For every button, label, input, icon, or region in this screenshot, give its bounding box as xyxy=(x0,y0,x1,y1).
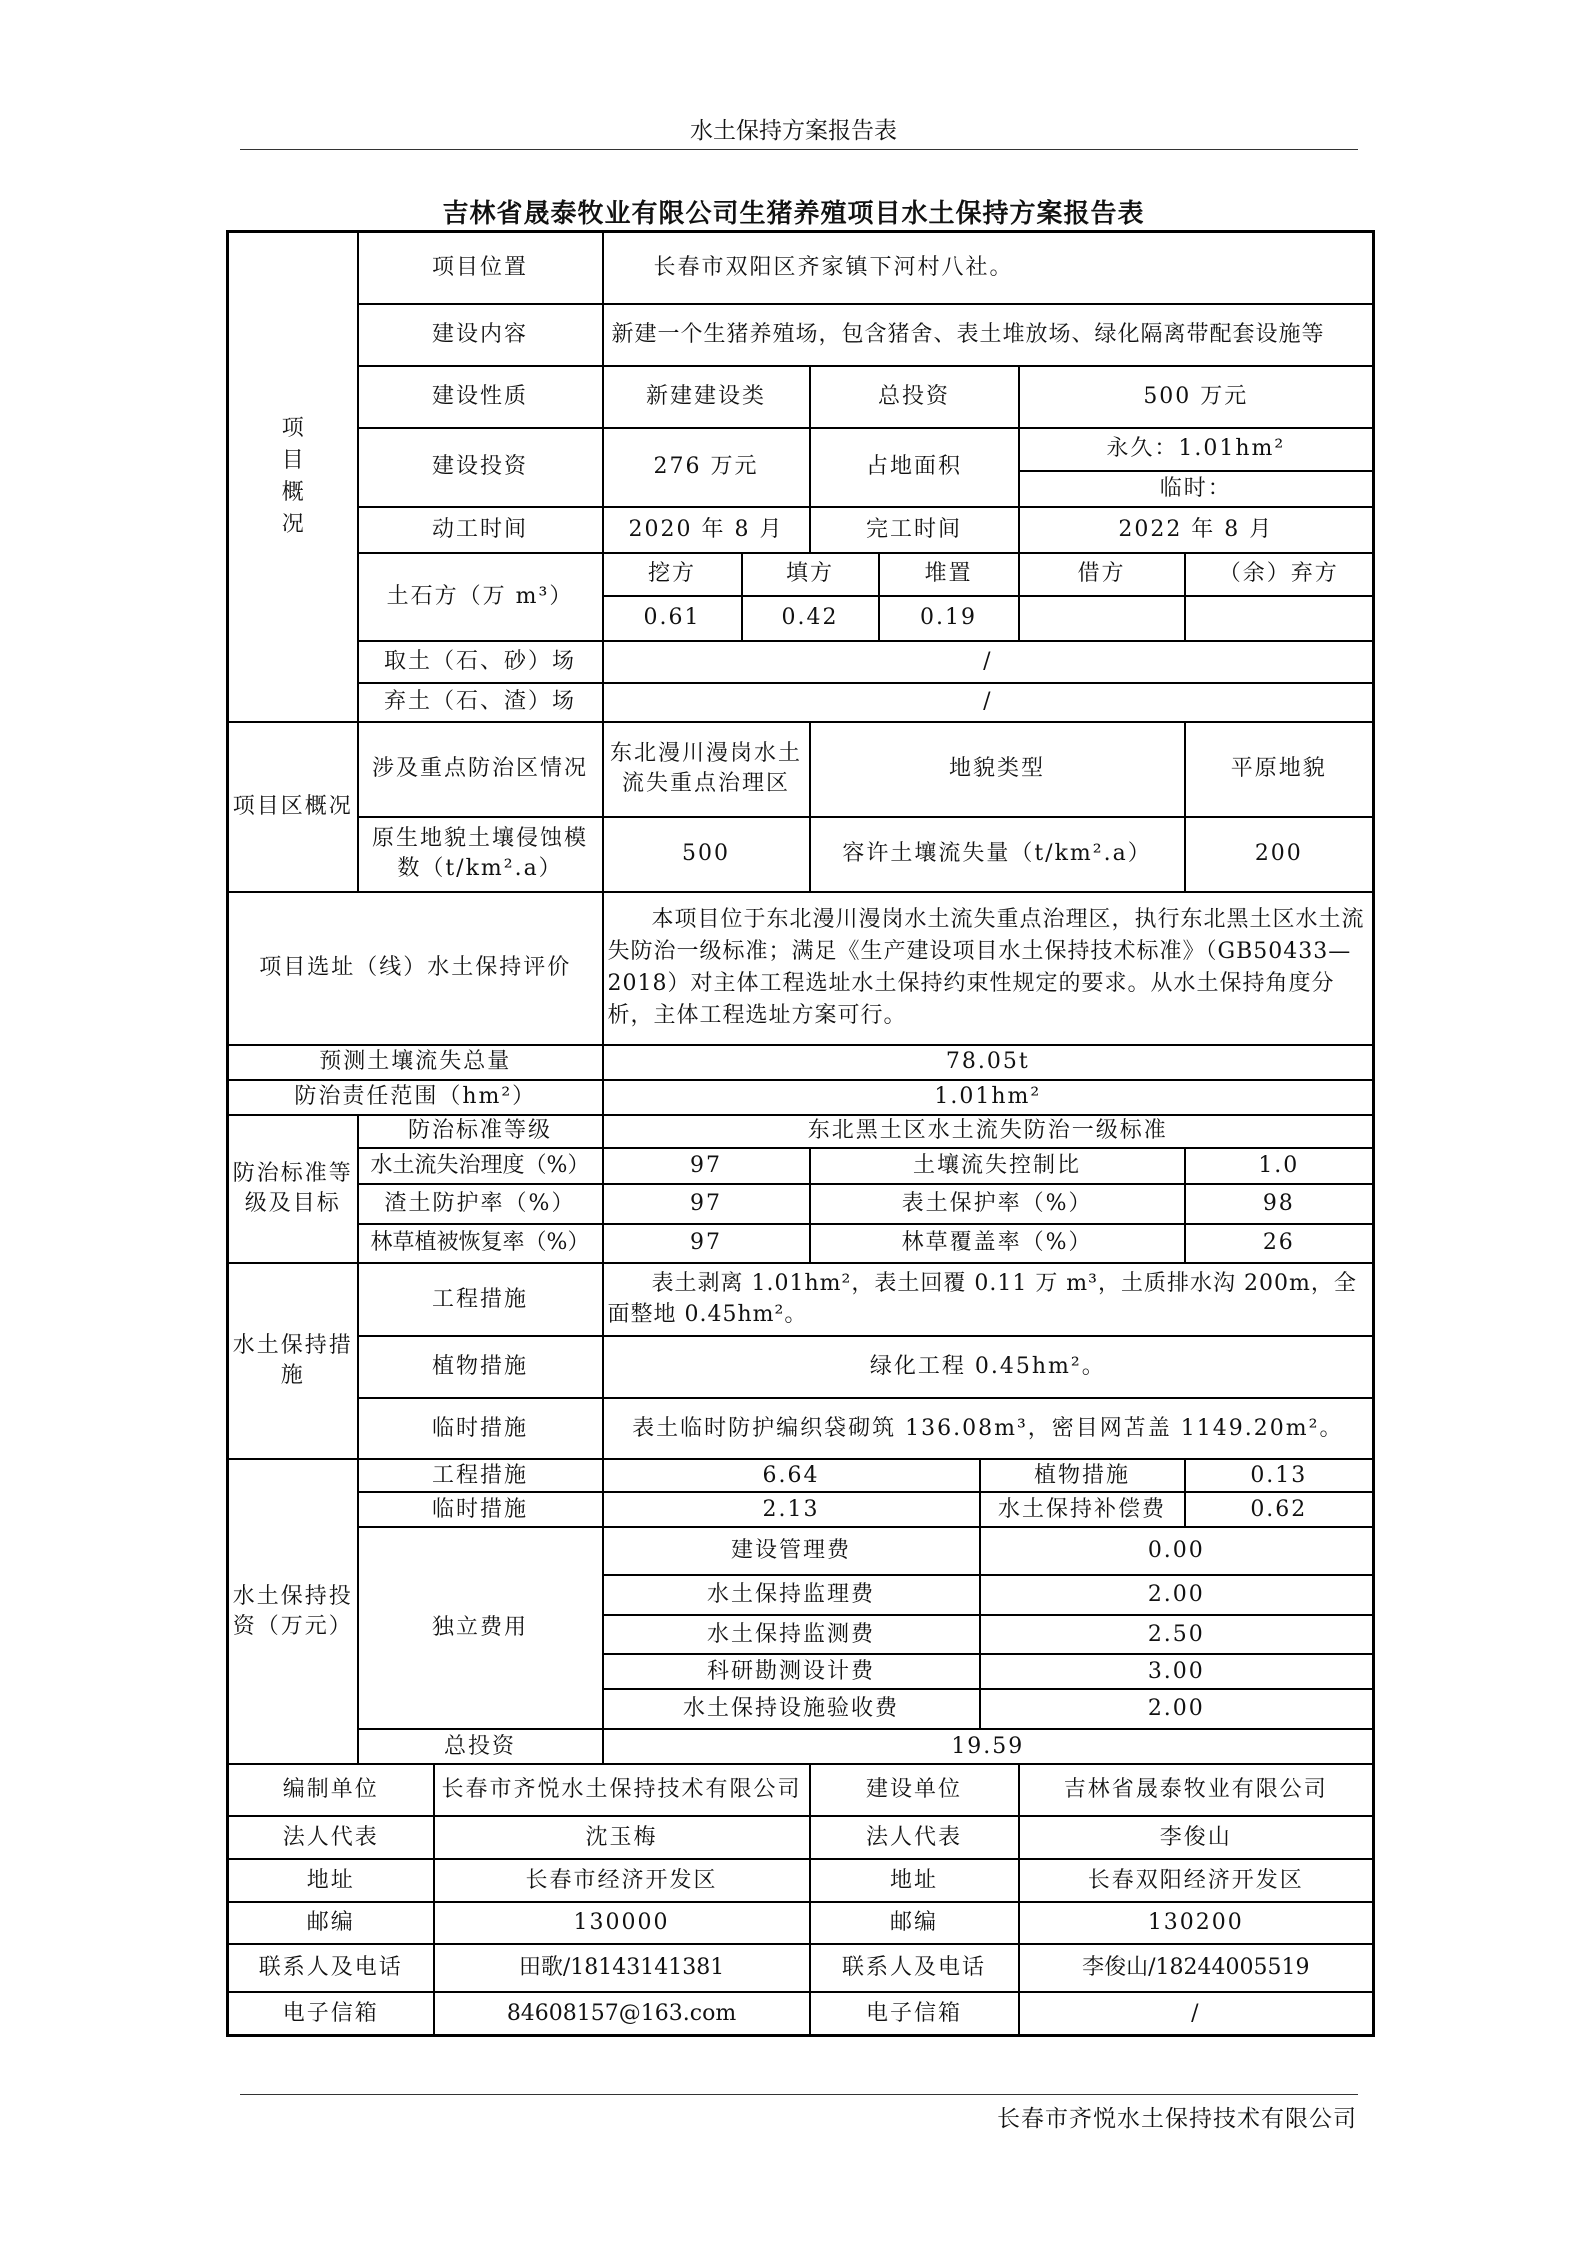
value-nature: 新建建设类 xyxy=(603,366,810,428)
value-inv-total: 19.59 xyxy=(603,1729,1374,1764)
value-allowable-loss: 200 xyxy=(1185,817,1374,892)
party-label: 联系人及电话 xyxy=(228,1944,434,1992)
party-value: 吉林省晟泰牧业有限公司 xyxy=(1019,1764,1374,1816)
value-start: 2020 年 8 月 xyxy=(603,507,810,553)
party-value: 长春双阳经济开发区 xyxy=(1019,1859,1374,1902)
earthwork-value xyxy=(1019,596,1185,641)
independent-cost-label: 科研勘测设计费 xyxy=(603,1654,980,1689)
label-location: 项目位置 xyxy=(358,232,603,304)
label-area: 占地面积 xyxy=(810,428,1019,507)
party-label: 地址 xyxy=(228,1859,434,1902)
party-value: / xyxy=(1019,1992,1374,2035)
party-value: 长春市齐悦水土保持技术有限公司 xyxy=(434,1764,810,1816)
party-value: 田歌/18143141381 xyxy=(434,1944,810,1992)
independent-cost-value: 2.00 xyxy=(980,1689,1374,1729)
party-label: 法人代表 xyxy=(228,1816,434,1859)
value-landform: 平原地貌 xyxy=(1185,722,1374,817)
label-end: 完工时间 xyxy=(810,507,1019,553)
report-table xyxy=(226,230,1375,2037)
independent-cost-label: 水土保持监测费 xyxy=(603,1615,980,1654)
label-predicted-loss: 预测土壤流失总量 xyxy=(228,1045,603,1080)
label-temporary-measures: 临时措施 xyxy=(358,1398,603,1459)
value-spoil-site: / xyxy=(603,683,1374,722)
label-inv-engineering: 工程措施 xyxy=(358,1459,603,1492)
value-vegetation-measures: 绿化工程 0.45hm²。 xyxy=(603,1336,1374,1398)
value-zone: 东北漫川漫岗水土流失重点治理区 xyxy=(603,722,810,817)
label-spoil-site: 弃土（石、渣）场 xyxy=(358,683,603,722)
target-value: 1.0 xyxy=(1185,1148,1374,1184)
target-value: 98 xyxy=(1185,1184,1374,1224)
earthwork-value: 0.42 xyxy=(742,596,879,641)
party-label: 建设单位 xyxy=(810,1764,1019,1816)
section-standard: 防治标准等级及目标 xyxy=(228,1115,358,1263)
label-vegetation-measures: 植物措施 xyxy=(358,1336,603,1398)
independent-cost-value: 2.50 xyxy=(980,1615,1374,1654)
target-label: 土壤流失控制比 xyxy=(810,1148,1185,1184)
label-inv-vegetation: 植物措施 xyxy=(980,1459,1185,1492)
independent-cost-value: 2.00 xyxy=(980,1575,1374,1615)
section-area: 项目区概况 xyxy=(228,722,358,892)
party-label: 邮编 xyxy=(228,1902,434,1944)
value-temporary-measures: 表土临时防护编织袋砌筑 136.08m³，密目网苫盖 1149.20m²。 xyxy=(603,1398,1374,1459)
footer-divider xyxy=(240,2094,1358,2095)
earthwork-value: 0.61 xyxy=(603,596,742,641)
party-value: 沈玉梅 xyxy=(434,1816,810,1859)
label-content: 建设内容 xyxy=(358,304,603,366)
value-inv-vegetation: 0.13 xyxy=(1185,1459,1374,1492)
party-label: 联系人及电话 xyxy=(810,1944,1019,1992)
independent-cost-label: 水土保持设施验收费 xyxy=(603,1689,980,1729)
footer-company: 长春市齐悦水土保持技术有限公司 xyxy=(997,2106,1357,2132)
party-label: 邮编 xyxy=(810,1902,1019,1944)
running-header: 水土保持方案报告表 xyxy=(690,118,897,144)
value-site-evaluation: 本项目位于东北漫川漫岗水土流失重点治理区，执行东北黑土区水土流失防治一级标准；满足《生产建设项目水土保持技术标准》（GB50433—2018）对主体工程选址水土保持约束性规定的要求。从水土保持角度分析，主体工程选址方案可行。 xyxy=(603,892,1374,1045)
target-label: 水土流失治理度（%） xyxy=(358,1148,603,1184)
target-label: 林草植被恢复率（%） xyxy=(358,1224,603,1263)
label-total-investment: 总投资 xyxy=(810,366,1019,428)
party-value: 李俊山/18244005519 xyxy=(1019,1944,1374,1992)
earthwork-header: （余）弃方 xyxy=(1185,553,1374,596)
label-engineering-measures: 工程措施 xyxy=(358,1263,603,1337)
party-label: 电子信箱 xyxy=(228,1992,434,2035)
value-location: 长春市双阳区齐家镇下河村八社。 xyxy=(603,232,1374,304)
label-start: 动工时间 xyxy=(358,507,603,553)
label-grade: 防治标准等级 xyxy=(358,1115,603,1148)
party-value: 130200 xyxy=(1019,1902,1374,1944)
value-end: 2022 年 8 月 xyxy=(1019,507,1374,553)
party-value: 李俊山 xyxy=(1019,1816,1374,1859)
independent-cost-label: 建设管理费 xyxy=(603,1527,980,1575)
section-overview: 项 目 概 况 xyxy=(228,232,358,722)
value-build-investment: 276 万元 xyxy=(603,428,810,507)
value-engineering-measures: 表土剥离 1.01hm²，表土回覆 0.11 万 m³，土质排水沟 200m，全面整地 0.45hm²。 xyxy=(603,1263,1374,1337)
target-value: 97 xyxy=(603,1224,810,1263)
label-site-evaluation: 项目选址（线）水土保持评价 xyxy=(228,892,603,1045)
value-grade: 东北黑土区水土流失防治一级标准 xyxy=(603,1115,1374,1148)
value-predicted-loss: 78.05t xyxy=(603,1045,1374,1080)
party-value: 130000 xyxy=(434,1902,810,1944)
value-area-temporary: 临时： xyxy=(1019,471,1374,507)
value-inv-temporary: 2.13 xyxy=(603,1492,980,1527)
earthwork-value xyxy=(1185,596,1374,641)
earthwork-header: 填方 xyxy=(742,553,879,596)
label-independent-costs: 独立费用 xyxy=(358,1527,603,1729)
header-divider xyxy=(240,149,1358,150)
party-value: 84608157@163.com xyxy=(434,1992,810,2035)
earthwork-header: 借方 xyxy=(1019,553,1185,596)
earthwork-header: 挖方 xyxy=(603,553,742,596)
value-erosion: 500 xyxy=(603,817,810,892)
independent-cost-value: 0.00 xyxy=(980,1527,1374,1575)
target-value: 26 xyxy=(1185,1224,1374,1263)
section-measures: 水土保持措施 xyxy=(228,1263,358,1460)
value-content: 新建一个生猪养殖场，包含猪舍、表土堆放场、绿化隔离带配套设施等 xyxy=(603,304,1374,366)
label-nature: 建设性质 xyxy=(358,366,603,428)
label-build-investment: 建设投资 xyxy=(358,428,603,507)
label-inv-compensation: 水土保持补偿费 xyxy=(980,1492,1185,1527)
label-inv-total: 总投资 xyxy=(358,1729,603,1764)
earthwork-header: 堆置 xyxy=(879,553,1019,596)
party-label: 地址 xyxy=(810,1859,1019,1902)
target-label: 渣土防护率（%） xyxy=(358,1184,603,1224)
independent-cost-label: 水土保持监理费 xyxy=(603,1575,980,1615)
label-inv-temporary: 临时措施 xyxy=(358,1492,603,1527)
label-borrow-site: 取土（石、砂）场 xyxy=(358,641,603,683)
party-label: 电子信箱 xyxy=(810,1992,1019,2035)
label-responsibility-scope: 防治责任范围（hm²） xyxy=(228,1080,603,1115)
target-label: 林草覆盖率（%） xyxy=(810,1224,1185,1263)
label-allowable-loss: 容许土壤流失量（t/km².a） xyxy=(810,817,1185,892)
value-inv-compensation: 0.62 xyxy=(1185,1492,1374,1527)
earthwork-value: 0.19 xyxy=(879,596,1019,641)
value-area-permanent: 永久：1.01hm² xyxy=(1019,428,1374,471)
label-zone: 涉及重点防治区情况 xyxy=(358,722,603,817)
value-inv-engineering: 6.64 xyxy=(603,1459,980,1492)
label-erosion: 原生地貌土壤侵蚀模数（t/km².a） xyxy=(358,817,603,892)
independent-cost-value: 3.00 xyxy=(980,1654,1374,1689)
label-landform: 地貌类型 xyxy=(810,722,1185,817)
value-responsibility-scope: 1.01hm² xyxy=(603,1080,1374,1115)
party-label: 编制单位 xyxy=(228,1764,434,1816)
section-investment: 水土保持投资（万元） xyxy=(228,1459,358,1764)
target-value: 97 xyxy=(603,1148,810,1184)
target-value: 97 xyxy=(603,1184,810,1224)
document-title: 吉林省晟泰牧业有限公司生猪养殖项目水土保持方案报告表 xyxy=(442,199,1145,229)
party-label: 法人代表 xyxy=(810,1816,1019,1859)
label-earthwork: 土石方（万 m³） xyxy=(358,553,603,641)
party-value: 长春市经济开发区 xyxy=(434,1859,810,1902)
value-borrow-site: / xyxy=(603,641,1374,683)
value-total-investment: 500 万元 xyxy=(1019,366,1374,428)
target-label: 表土保护率（%） xyxy=(810,1184,1185,1224)
